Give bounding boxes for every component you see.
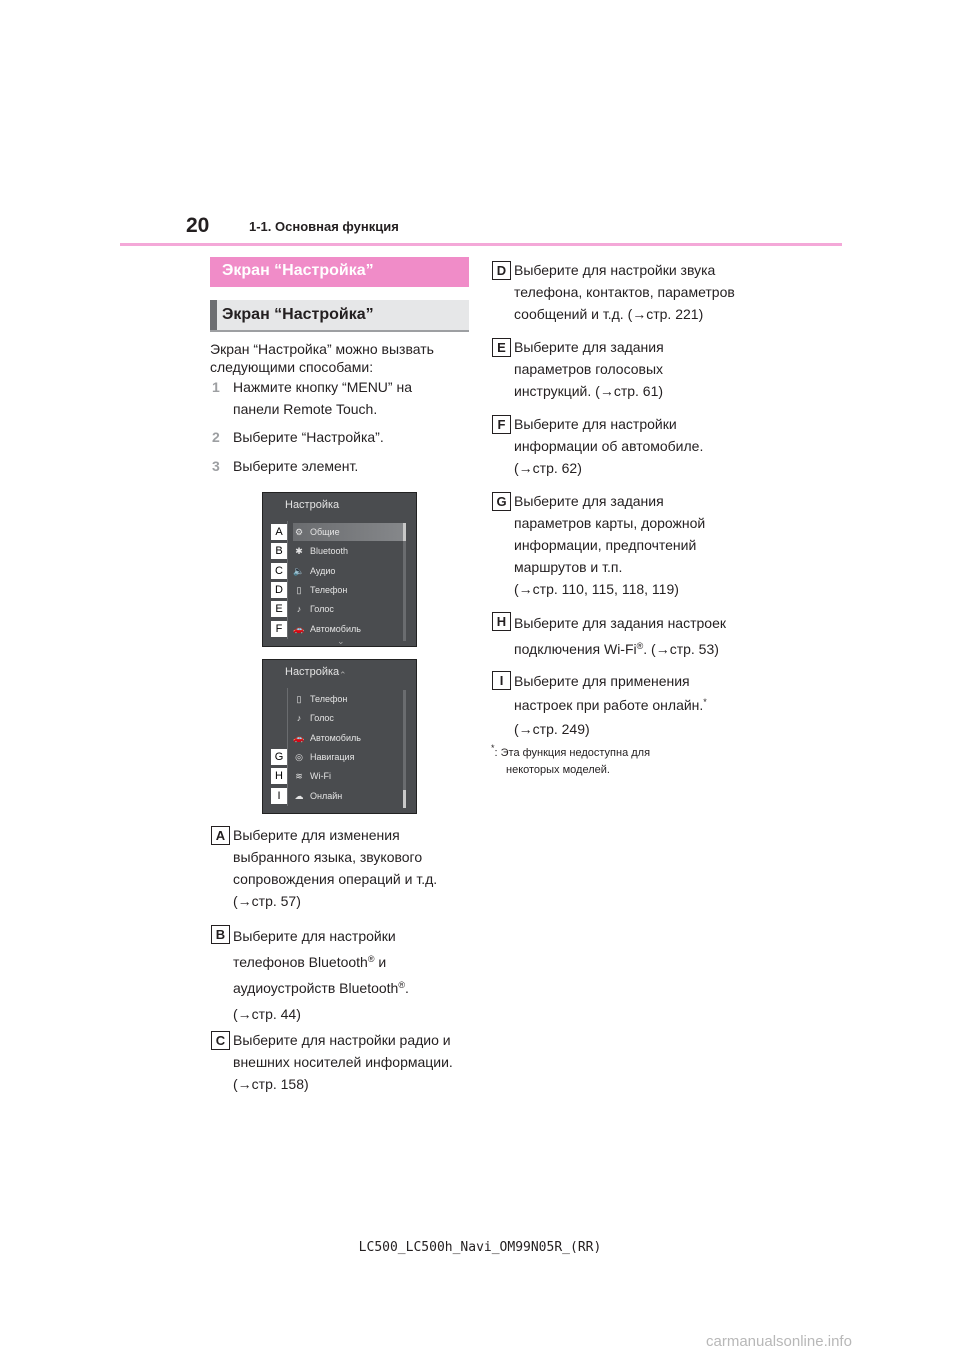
description-g — [514, 490, 705, 600]
menu-item-voice[interactable] — [293, 600, 403, 618]
step-1 — [212, 376, 412, 417]
scroll-up-icon[interactable]: ⌃ — [339, 670, 347, 680]
menu-item-online[interactable] — [293, 787, 403, 805]
gear-icon: ⚙ — [294, 527, 304, 537]
footnote-line: некоторых моделей. — [506, 764, 610, 776]
description-b — [233, 923, 409, 1027]
menu-item-label: Автомобиль — [310, 624, 361, 634]
desc-line: сопровождения операций и т.д. — [233, 871, 438, 887]
scrollbar[interactable] — [403, 690, 406, 808]
menu-item-label: Навигация — [310, 752, 355, 762]
desc-line: Выберите для задания — [514, 339, 664, 355]
description-i — [514, 669, 707, 741]
screen-divider — [287, 688, 288, 806]
menu-item-label: Телефон — [310, 585, 348, 595]
speaker-icon: 🔈 — [293, 566, 305, 576]
online-icon: ☁ — [294, 791, 304, 801]
description-a — [233, 824, 437, 912]
navigation-icon: ◎ — [295, 752, 303, 762]
callout-label: G — [271, 749, 287, 765]
scrollbar[interactable] — [403, 523, 406, 641]
label-e: E — [492, 338, 511, 357]
menu-item-label: Общие — [310, 527, 340, 537]
desc-line: телефонов Bluetooth® и — [233, 954, 387, 970]
description-h — [514, 610, 726, 662]
label-b: B — [211, 925, 230, 944]
page-number: 20 — [186, 214, 210, 237]
header-rule — [120, 243, 842, 246]
callout-label: C — [271, 563, 287, 579]
screen-divider — [287, 521, 288, 639]
footnote — [491, 745, 650, 779]
desc-line: (→стр. 110, 115, 118, 119) — [514, 581, 679, 597]
subheading-bar — [210, 300, 217, 330]
intro-paragraph — [210, 340, 434, 376]
document-code: LC500_LC500h_Navi_OM99N05R_(RR) — [358, 1240, 602, 1255]
callout-label: I — [271, 788, 287, 804]
menu-item-label: Bluetooth — [310, 546, 349, 556]
step-number: 1 — [212, 379, 220, 395]
menu-item-wifi[interactable] — [293, 767, 403, 785]
desc-line: (→стр. 44) — [233, 1006, 301, 1022]
desc-line: информации об автомобиле. — [514, 438, 704, 454]
desc-line: сообщений и т.д. (→стр. 221) — [514, 306, 704, 322]
description-d — [514, 259, 735, 325]
desc-line: Выберите для настройки — [514, 416, 677, 432]
menu-item-phone[interactable] — [293, 581, 403, 599]
intro-line: следующими способами: — [210, 359, 374, 375]
step-2 — [212, 426, 384, 448]
desc-line: маршрутов и т.п. — [514, 559, 623, 575]
menu-item-vehicle[interactable] — [293, 620, 403, 638]
label-g: G — [492, 492, 511, 511]
desc-line: (→стр. 62) — [514, 460, 582, 476]
callout-label: F — [271, 621, 287, 637]
callout-label: E — [271, 601, 287, 617]
intro-line: Экран “Настройка” можно вызвать — [210, 341, 434, 357]
subheading-banner — [210, 300, 469, 332]
label-d: D — [492, 261, 511, 280]
desc-line: (→стр. 249) — [514, 721, 590, 737]
menu-item-label: Онлайн — [310, 791, 343, 801]
label-a: A — [211, 826, 230, 845]
car-icon: 🚗 — [293, 733, 305, 743]
scroll-down-icon[interactable]: ⌄ — [337, 636, 345, 646]
menu-item-label: Телефон — [310, 694, 348, 704]
desc-line: параметров голосовых — [514, 361, 664, 377]
car-icon: 🚗 — [293, 624, 305, 634]
desc-line: телефона, контактов, параметров — [514, 284, 735, 300]
desc-line: аудиоустройств Bluetooth®. — [233, 980, 409, 996]
bluetooth-icon: ✱ — [295, 546, 303, 556]
desc-line: внешних носителей информации. — [233, 1054, 453, 1070]
step-3 — [212, 455, 359, 477]
desc-line: (→стр. 57) — [233, 893, 301, 909]
menu-item-voice[interactable] — [293, 709, 403, 727]
footnote-line: *: Эта функция недоступна для — [491, 743, 651, 759]
description-e — [514, 336, 664, 402]
settings-screen-1 — [262, 492, 417, 647]
label-f: F — [492, 415, 511, 434]
label-h: H — [492, 612, 511, 631]
menu-item-label: Голос — [310, 713, 334, 723]
watermark: carmanualsonline.info — [706, 1333, 852, 1350]
desc-line: информации, предпочтений — [514, 537, 697, 553]
menu-item-label: Автомобиль — [310, 733, 361, 743]
desc-line: Выберите для задания настроек — [514, 615, 726, 631]
step-number: 3 — [212, 458, 220, 474]
step-number: 2 — [212, 429, 220, 445]
menu-item-vehicle[interactable] — [293, 729, 403, 747]
desc-line: подключения Wi-Fi®. (→стр. 53) — [514, 641, 719, 657]
voice-icon: ♪ — [296, 713, 302, 723]
desc-line: Выберите для настройки звука — [514, 262, 716, 278]
desc-line: выбранного языка, звукового — [233, 849, 423, 865]
desc-line: Выберите для применения — [514, 673, 690, 689]
desc-line: инструкций. (→стр. 61) — [514, 383, 664, 399]
step-text: Выберите “Настройка”. — [233, 429, 384, 445]
description-f — [514, 413, 703, 479]
callout-label: A — [271, 524, 287, 540]
menu-item-phone[interactable] — [293, 690, 403, 708]
callout-label: H — [271, 768, 287, 784]
desc-line: Выберите для настройки — [233, 928, 396, 944]
desc-line: Выберите для изменения — [233, 827, 400, 843]
menu-item-label: Wi-Fi — [310, 771, 331, 781]
step-text: Выберите элемент. — [233, 458, 359, 474]
screen-title: Настройка — [285, 499, 340, 511]
menu-item-label: Аудио — [310, 566, 336, 576]
callout-label: D — [271, 582, 287, 598]
label-c: C — [211, 1031, 230, 1050]
chapter-banner: Экран “Настройка” — [210, 257, 469, 287]
desc-line: настроек при работе онлайн.* — [514, 697, 707, 713]
desc-line: Выберите для настройки радио и — [233, 1032, 451, 1048]
screen-title: Настройка — [285, 666, 340, 678]
step-text: панели Remote Touch. — [233, 401, 378, 417]
step-text: Нажмите кнопку “MENU” на — [233, 379, 412, 395]
subheading-text: Экран “Настройка” — [222, 306, 374, 323]
wifi-icon: ≋ — [295, 771, 303, 781]
voice-icon: ♪ — [296, 604, 302, 614]
settings-screen-2 — [262, 659, 417, 814]
menu-item-audio[interactable] — [293, 562, 403, 580]
callout-label: B — [271, 543, 287, 559]
description-c — [233, 1029, 453, 1095]
desc-line: Выберите для задания — [514, 493, 664, 509]
phone-icon: ▯ — [296, 694, 302, 704]
desc-line: (→стр. 158) — [233, 1076, 309, 1092]
menu-item-navigation[interactable] — [293, 748, 403, 766]
menu-item-general[interactable] — [293, 523, 403, 541]
phone-icon: ▯ — [296, 585, 302, 595]
section-title: 1-1. Основная функция — [249, 219, 399, 234]
label-i: I — [492, 671, 511, 690]
desc-line: параметров карты, дорожной — [514, 515, 706, 531]
menu-item-bluetooth[interactable] — [293, 542, 403, 560]
menu-item-label: Голос — [310, 604, 334, 614]
